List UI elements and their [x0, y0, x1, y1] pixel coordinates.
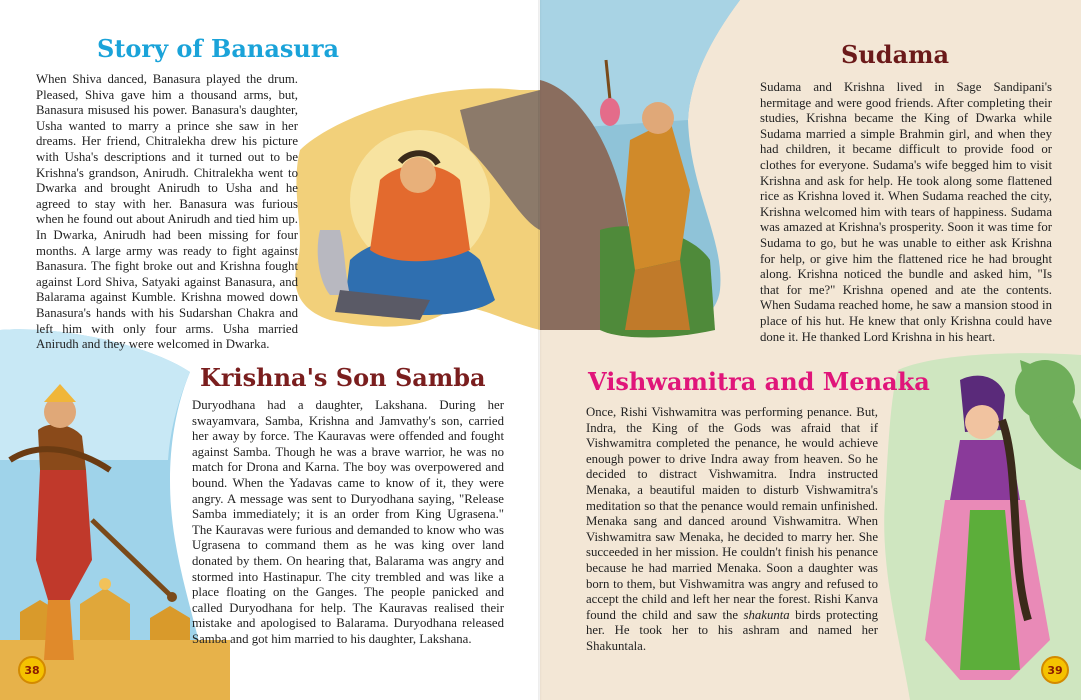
left-page	[0, 0, 540, 700]
banasura-title: Story of Banasura	[97, 34, 340, 63]
page-number-right: 39	[1041, 656, 1069, 684]
banasura-story-text: When Shiva danced, Banasura played the drum. Pleased, Shiva gave him a thousand arms, but, Banasura misused his power. Banasura's daughter, Usha wanted to marry a prince she saw in her dreams. Her friend, Chitralekha drew his picture with Usha's descriptions and it turned out to be Krishna's grandson, Anirudh. Chitralekha went to Dwarka and brought Anirudh to Usha and he agreed to stay with her. Banasura was furious when he found out about Anirudh and tied him up. In Dwarka, Anirudh had been missing for four months. A large army was ready to fight against Banasura. The fight broke out and Krishna fought against Lord Shiva, Satyaki against Banasura, and Balarama against Kumble. Krishna mowed down Banasura's hands with his Sudarshan Chakra and left him with only four arms. Usha married Anirudh and they were welcomed in Dwarka.	[36, 72, 298, 352]
right-page	[540, 0, 1081, 700]
samba-story-text: Duryodhana had a daughter, Lakshana. During her swayamvara, Samba, Krishna and Jamvathy's son, carried her away by force. The Kauravas were offended and fought against Samba. Though he was a brave warrior, he was no match for Drona and Karna. The boy was overpowered and bound. When the Yadavas came to know of it, they were angry. A message was sent to Duryodhana saying, "Release Samba immediately; it is an order from King Ugrasena." The Kauravas were furious and demanded to know who was Ugrasena to command them as he was king over land donated by them. On hearing that, Balarama was angry and stormed into Hastinapur. The city trembled and was like a place floating on the Ganges. The people panicked and called Duryodhana for help. The Kauravas realised their mistake and apologised to Balarama. Duryodhana released Samba and got him married to his daughter, Lakshana.	[192, 398, 504, 646]
vishwamitra-text-italic: shakunta	[743, 607, 790, 622]
sudama-title: Sudama	[841, 40, 950, 69]
vishwamitra-story-text	[586, 405, 878, 655]
vishwamitra-text-start: Once, Rishi Vishwamitra was performing penance. But, Indra, the King of the Gods was afraid that if Vishwamitra completed the penance, he would achieve enough power to drive Indra away from heaven. So he decided to distract Vishwamitra. Indra instructed Menaka, a beautiful maiden to disturb Vishwamitra's meditation so that the penance would remain unfinished. Menaka sang and danced around Vishwamitra. When Vishwamitra saw Menaka, he decided to marry her. She succeeded in her mission. He couldn't finish his penance because he had married Menaka. Soon a daughter was born to them, but Vishwamitra was angry and refused to accept the child and left her near the forest. Rishi Kanva found the child and saw the	[586, 405, 878, 622]
sudama-story-text: Sudama and Krishna lived in Sage Sandipani's hermitage and were good friends. After completing their studies, Krishna became the King of Dwarka while Sudama married a simple Brahmin girl, and when they had children, it became difficult to provide food or clothes for everyone. Sudama's wife begged him to visit Krishna and ask for help. He took along some flattened rice as Krishna loved it. When Sudama reached the city, Krishna welcomed him with tears of happiness. Sudama was amazed at Krishna's prosperity. Soon it was time for Sudama to go, but he was unable to either ask Krishna for help, or give him the flattened rice he had brought along. Krishna noticed the bundle and asked him, "Is that for me?" Krishna opened and ate the contents. When Sudama reached home, he saw a mansion stood in place of his hut. He knew that only Krishna could have done it. He thanked Lord Krishna in his heart.	[760, 80, 1052, 344]
vishwamitra-title: Vishwamitra and Menaka	[588, 367, 930, 396]
samba-title: Krishna's Son Samba	[200, 363, 486, 392]
vishwamitra-text-end: birds protecting her. He took her to his ashram and named her Shakuntala.	[586, 607, 878, 653]
book-gutter	[538, 0, 542, 700]
page-number-left: 38	[18, 656, 46, 684]
banasura-illustration	[295, 88, 540, 330]
sudama-illustration	[540, 0, 740, 338]
menaka-illustration	[884, 353, 1081, 700]
